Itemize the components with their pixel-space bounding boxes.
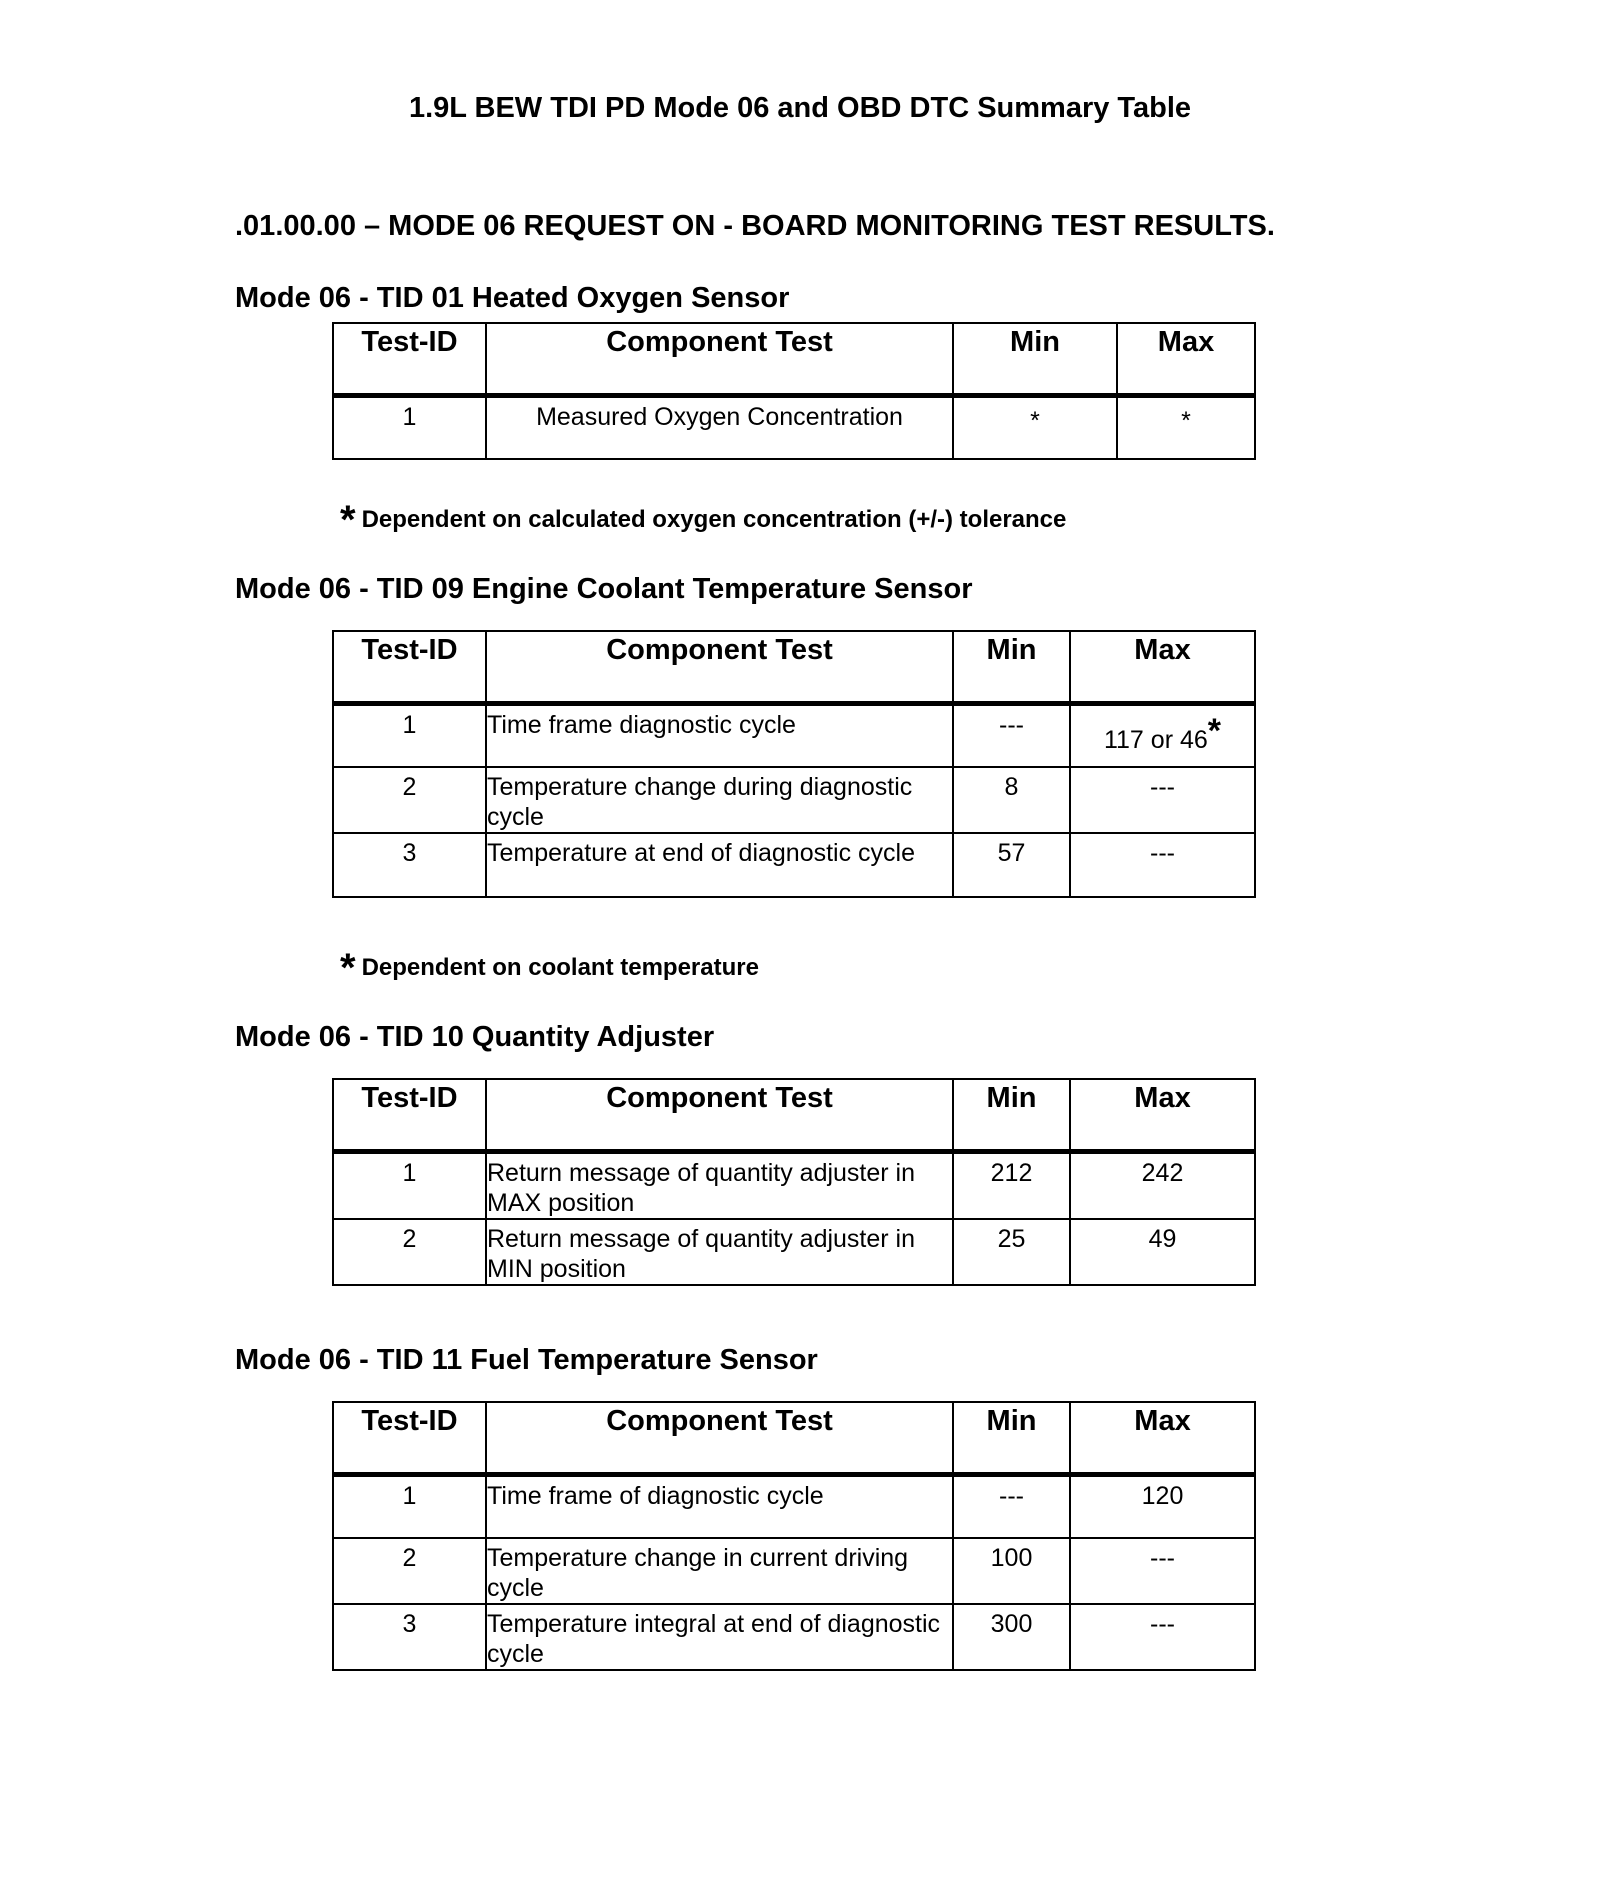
column-header-test-id: Test-ID: [333, 631, 486, 703]
tid11-heading: Mode 06 - TID 11 Fuel Temperature Sensor: [235, 1344, 818, 1376]
tid10-heading: Mode 06 - TID 10 Quantity Adjuster: [235, 1021, 715, 1053]
component-test-cell: Temperature integral at end of diagnostic cycle: [486, 1604, 953, 1670]
component-test-cell: Time frame of diagnostic cycle: [486, 1474, 953, 1538]
tid09-footnote: [340, 940, 759, 990]
column-header-max: Max: [1070, 1079, 1255, 1151]
max-cell: 49: [1070, 1219, 1255, 1285]
column-header-component-test: Component Test: [486, 1402, 953, 1474]
column-header-component-test: Component Test: [486, 1079, 953, 1151]
table-row: [333, 1604, 1255, 1670]
min-cell: *: [953, 395, 1117, 459]
max-cell: ---: [1070, 767, 1255, 833]
tid01-table: [332, 322, 1256, 460]
max-cell: 120: [1070, 1474, 1255, 1538]
max-value: 117 or 46: [1103, 725, 1208, 754]
max-cell: ---: [1070, 1538, 1255, 1604]
column-header-min: Min: [953, 323, 1117, 395]
tid01-heading: Mode 06 - TID 01 Heated Oxygen Sensor: [235, 282, 790, 314]
footnote-text: Dependent on coolant temperature: [361, 954, 759, 981]
max-cell: 242: [1070, 1151, 1255, 1219]
table-row: [333, 1219, 1255, 1285]
column-header-test-id: Test-ID: [333, 1402, 486, 1474]
table-row: [333, 1151, 1255, 1219]
table-row: [333, 767, 1255, 833]
min-cell: 25: [953, 1219, 1070, 1285]
test-id-cell: 1: [333, 395, 486, 459]
footnote-asterisk: *: [340, 946, 356, 990]
test-id-cell: 1: [333, 1151, 486, 1219]
min-cell: 100: [953, 1538, 1070, 1604]
table-row: [333, 395, 1255, 459]
tid09-heading: Mode 06 - TID 09 Engine Coolant Temperature Sensor: [235, 573, 973, 605]
section-heading: .01.00.00 – MODE 06 REQUEST ON - BOARD MONITORING TEST RESULTS.: [235, 210, 1275, 242]
document-title: 1.9L BEW TDI PD Mode 06 and OBD DTC Summary Table: [408, 92, 1192, 124]
table-header-row: [333, 323, 1255, 395]
component-test-cell: Measured Oxygen Concentration: [486, 395, 953, 459]
test-id-cell: 3: [333, 1604, 486, 1670]
component-test-cell: Return message of quantity adjuster in MIN position: [486, 1219, 953, 1285]
table-header-row: [333, 1402, 1255, 1474]
tid01-footnote: [340, 492, 1067, 542]
column-header-min: Min: [953, 1402, 1070, 1474]
min-cell: 212: [953, 1151, 1070, 1219]
footnote-marker: *: [1207, 711, 1222, 750]
table-row: [333, 1474, 1255, 1538]
column-header-component-test: Component Test: [486, 631, 953, 703]
component-test-cell: Temperature change in current driving cycle: [486, 1538, 953, 1604]
table-header-row: [333, 631, 1255, 703]
min-cell: 8: [953, 767, 1070, 833]
column-header-max: Max: [1070, 631, 1255, 703]
test-id-cell: 1: [333, 1474, 486, 1538]
min-cell: ---: [953, 1474, 1070, 1538]
table-row: [333, 833, 1255, 897]
table-row: [333, 703, 1255, 767]
column-header-test-id: Test-ID: [333, 323, 486, 395]
footnote-text: Dependent on calculated oxygen concentration (+/-) tolerance: [361, 506, 1067, 533]
table-row: [333, 1538, 1255, 1604]
min-cell: ---: [953, 703, 1070, 767]
tid11-table: [332, 1401, 1256, 1671]
test-id-cell: 2: [333, 1219, 486, 1285]
table-header-row: [333, 1079, 1255, 1151]
column-header-max: Max: [1117, 323, 1255, 395]
max-cell: ---: [1070, 833, 1255, 897]
column-header-component-test: Component Test: [486, 323, 953, 395]
test-id-cell: 1: [333, 703, 486, 767]
test-id-cell: 2: [333, 1538, 486, 1604]
min-cell: 300: [953, 1604, 1070, 1670]
test-id-cell: 3: [333, 833, 486, 897]
test-id-cell: 2: [333, 767, 486, 833]
min-cell: 57: [953, 833, 1070, 897]
max-cell: [1070, 703, 1255, 767]
column-header-min: Min: [953, 1079, 1070, 1151]
column-header-test-id: Test-ID: [333, 1079, 486, 1151]
tid10-table: [332, 1078, 1256, 1286]
footnote-asterisk: *: [340, 498, 356, 542]
tid09-table: [332, 630, 1256, 898]
column-header-max: Max: [1070, 1402, 1255, 1474]
component-test-cell: Temperature at end of diagnostic cycle: [486, 833, 953, 897]
column-header-min: Min: [953, 631, 1070, 703]
max-cell: ---: [1070, 1604, 1255, 1670]
component-test-cell: Return message of quantity adjuster in MAX position: [486, 1151, 953, 1219]
max-cell: *: [1117, 395, 1255, 459]
component-test-cell: Time frame diagnostic cycle: [486, 703, 953, 767]
component-test-cell: Temperature change during diagnostic cycle: [486, 767, 953, 833]
